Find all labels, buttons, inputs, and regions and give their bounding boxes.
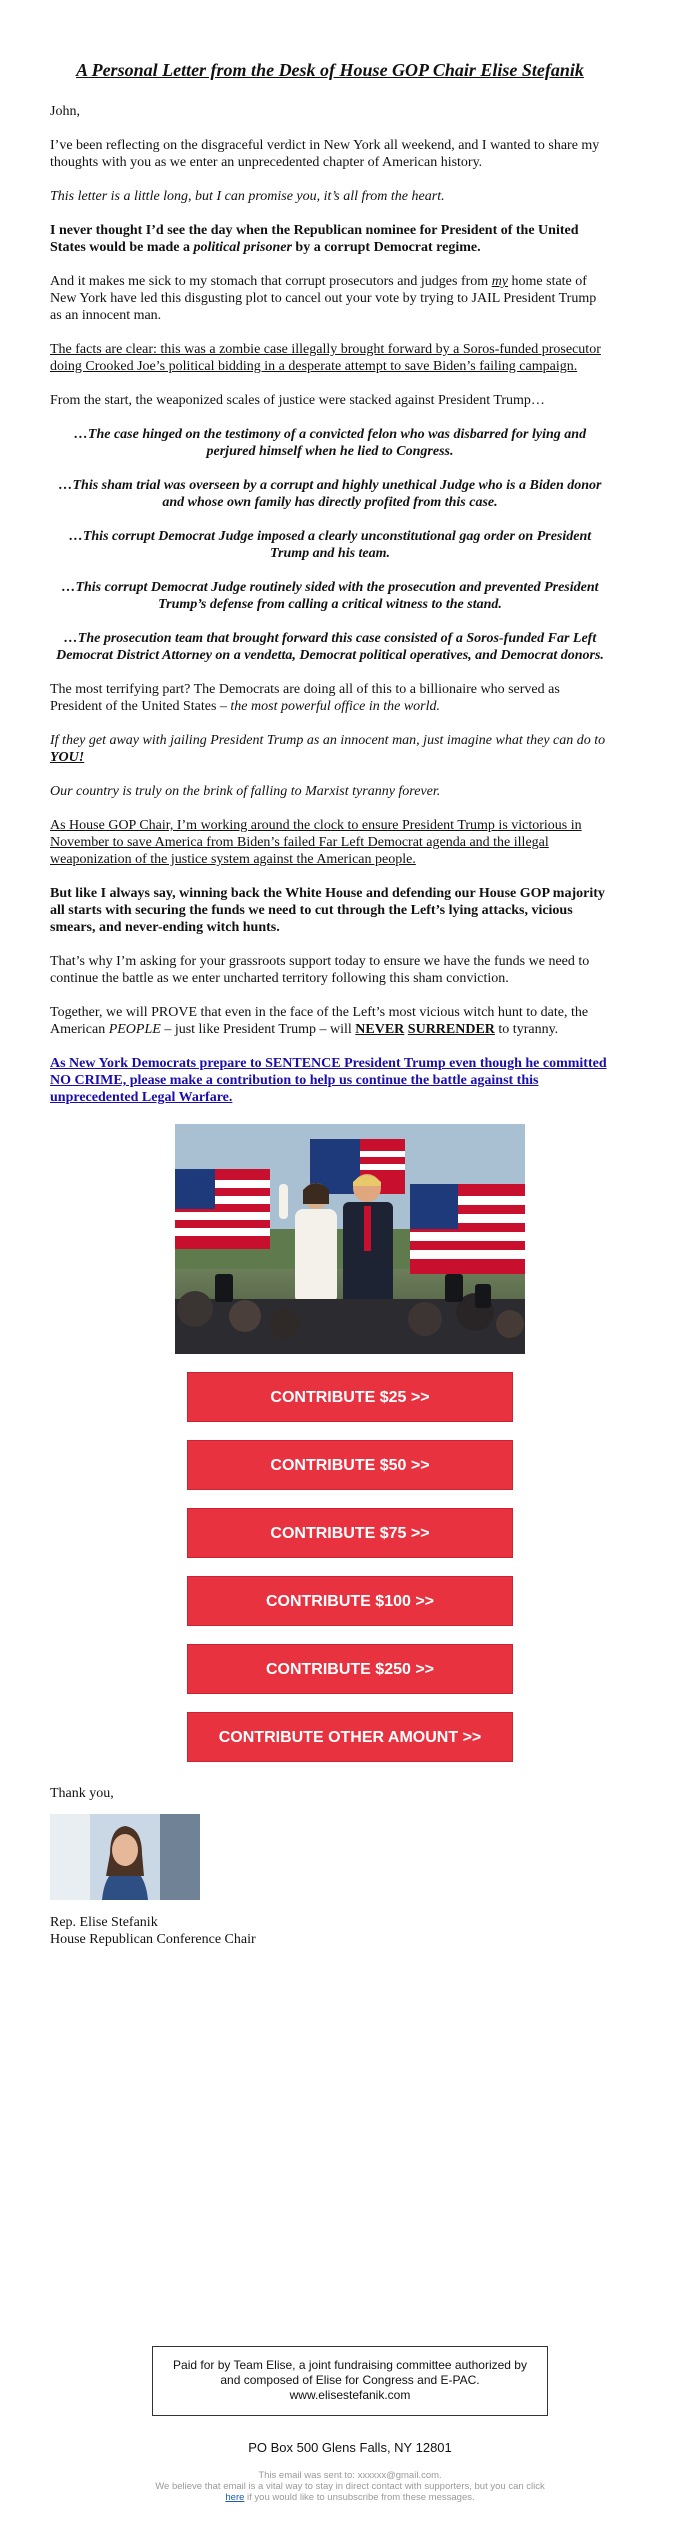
charge-1: …The case hinged on the testimony of a convicted felon who was disbarred for lying and perjured himself when he lied to Congress. bbox=[73, 427, 587, 459]
paragraph-7 bbox=[50, 681, 610, 715]
portrait-illustration bbox=[50, 1814, 200, 1900]
charge-3: …This corrupt Democrat Judge imposed a clearly unconstitutional gag order on President Trump and his team. bbox=[68, 529, 592, 561]
paragraph-3 bbox=[50, 222, 610, 256]
paragraph-8 bbox=[50, 732, 610, 766]
unsubscribe-link[interactable]: here bbox=[225, 2492, 245, 2503]
sent-to-text: This email was sent to: xxxxxx@gmail.com. bbox=[258, 2470, 442, 2481]
paragraph-4 bbox=[50, 273, 610, 324]
p3-text-c: by a corrupt Democrat regime. bbox=[291, 240, 481, 255]
p8-text-a: If they get away with jailing President Trump as an innocent man, just imagine what they can do to bbox=[50, 733, 606, 748]
p13-text-f: SURRENDER bbox=[407, 1022, 495, 1037]
contribute-25-button[interactable]: CONTRIBUTE $25 >> bbox=[187, 1372, 513, 1422]
p3-text-a: I never thought I’d see the day when the Republican nominee for President of the United States would be made a bbox=[50, 223, 579, 255]
contribute-250-button[interactable]: CONTRIBUTE $250 >> bbox=[187, 1644, 513, 1694]
p13-text-a: Together, we will PROVE that even in the face of the Left’s most vicious witch hunt to date, the American bbox=[50, 1005, 589, 1037]
paragraph-9: Our country is truly on the brink of falling to Marxist tyranny forever. bbox=[50, 784, 441, 799]
paragraph-5: The facts are clear: this was a zombie case illegally brought forward by a Soros-funded prosecutor doing Crooked Joe’s political bidding in a desperate attempt to save Biden’s failing campaign. bbox=[50, 342, 601, 374]
letter-body bbox=[50, 0, 610, 1106]
paragraph-10: As House GOP Chair, I’m working around the clock to ensure President Trump is victorious in November to save America from Biden’s failed Far Left Democrat agenda and the illegal weaponization of the justice system against the American people. bbox=[50, 818, 582, 867]
paragraph-13 bbox=[50, 1004, 610, 1038]
contribute-100-button[interactable]: CONTRIBUTE $100 >> bbox=[187, 1576, 513, 1626]
paid-for-disclaimer: Paid for by Team Elise, a joint fundraising committee authorized by and composed of Elise for Congress and E-PAC. www.elisestefanik.com bbox=[152, 2346, 548, 2416]
p3-text-b: political prisoner bbox=[193, 240, 292, 255]
contribute-other-amount-button[interactable]: CONTRIBUTE OTHER AMOUNT >> bbox=[187, 1712, 513, 1762]
thanks-text: Thank you, bbox=[50, 1786, 114, 1801]
p13-text-g: to tyranny. bbox=[494, 1022, 559, 1037]
p13-text-c: – just like President Trump – will bbox=[160, 1022, 356, 1037]
cta-paragraph bbox=[50, 1055, 610, 1106]
paragraph-12: That’s why I’m asking for your grassroots support today to ensure we have the funds we need to continue the battle as we enter uncharted territory following this sham conviction. bbox=[50, 954, 590, 986]
charge-5: …The prosecution team that brought forward this case consisted of a Soros-funded Far Left Democrat District Attorney on a vendetta, Democrat political operatives, and Democrat donors. bbox=[56, 631, 604, 663]
charge-4: …This corrupt Democrat Judge routinely sided with the prosecution and prevented President Trump’s defense from calling a critical witness to the stand. bbox=[61, 580, 599, 612]
p4-text-b: my bbox=[491, 274, 509, 289]
paragraph-2: This letter is a little long, but I can promise you, it’s all from the heart. bbox=[50, 189, 445, 204]
paragraph-6: From the start, the weaponized scales of justice were stacked against President Trump… bbox=[50, 393, 545, 408]
flags-right bbox=[410, 1184, 525, 1274]
p7-text-a: The most terrifying part? The Democrats are doing all of this to a billionaire who served as President of the United States – bbox=[50, 682, 560, 714]
signer-name: Rep. Elise Stefanik bbox=[50, 1915, 158, 1930]
signer-role: House Republican Conference Chair bbox=[50, 1932, 256, 1947]
flags-left bbox=[175, 1169, 270, 1249]
mailing-address: PO Box 500 Glens Falls, NY 12801 bbox=[248, 2440, 452, 2455]
unsubscribe-text bbox=[150, 2481, 550, 2503]
signoff bbox=[50, 1786, 610, 1948]
paragraph-1: I’ve been reflecting on the disgraceful verdict in New York all weekend, and I wanted to share my thoughts with you as we enter an unprecedented chapter of American history. bbox=[50, 138, 600, 170]
contribute-link[interactable]: As New York Democrats prepare to SENTENCE President Trump even though he committed NO CRIME, please make a contribution to help us continue the battle against this unprecedented Legal Warfare. bbox=[50, 1056, 607, 1105]
contribute-50-button[interactable]: CONTRIBUTE $50 >> bbox=[187, 1440, 513, 1490]
letter-title: A Personal Letter from the Desk of House GOP Chair Elise Stefanik bbox=[76, 60, 584, 80]
p7-text-b: the most powerful office in the world. bbox=[230, 699, 441, 714]
p8-text-b: YOU! bbox=[50, 750, 85, 765]
p13-text-b: PEOPLE bbox=[108, 1022, 161, 1037]
rally-photo-illustration bbox=[175, 1124, 525, 1354]
p13-text-d: NEVER bbox=[355, 1022, 405, 1037]
unsubscribe-text-a: We believe that email is a vital way to stay in direct contact with supporters, but you can click bbox=[155, 2481, 545, 2492]
rally-photo[interactable] bbox=[175, 1124, 525, 1354]
p4-text-a: And it makes me sick to my stomach that corrupt prosecutors and judges from bbox=[50, 274, 492, 289]
p4-text-c: home state of New York have led this disgusting plot to cancel out your vote by trying to JAIL President Trump as an innocent man. bbox=[50, 274, 597, 323]
unsubscribe-text-b: if you would like to unsubscribe from these messages. bbox=[244, 2492, 475, 2503]
paragraph-11: But like I always say, winning back the White House and defending our House GOP majority all starts with securing the funds we need to cut through the Left’s lying attacks, vicious smears, and never-ending witch hunts. bbox=[50, 886, 605, 935]
greeting: John, bbox=[50, 104, 80, 119]
charge-2: …This sham trial was overseen by a corrupt and highly unethical Judge who is a Biden donor and whose own family has directly profited from this case. bbox=[58, 478, 602, 510]
contribute-75-button[interactable]: CONTRIBUTE $75 >> bbox=[187, 1508, 513, 1558]
signer-portrait bbox=[50, 1814, 200, 1900]
email-fine-print bbox=[150, 2470, 550, 2503]
